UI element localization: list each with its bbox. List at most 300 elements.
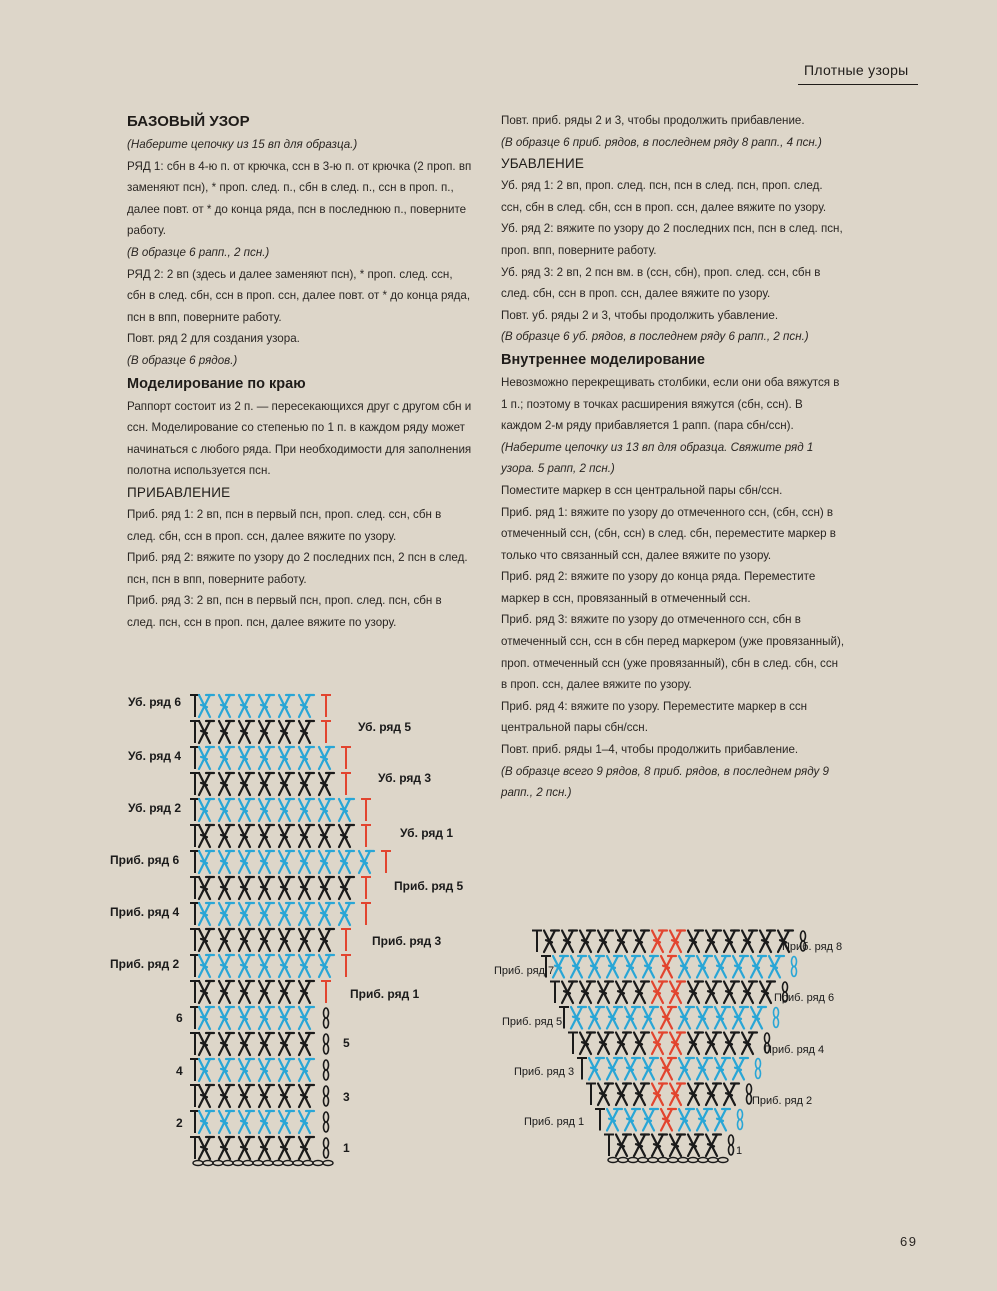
- edge-shaping-chart-svg: [100, 680, 480, 1170]
- left-cross-stitch: [239, 1059, 254, 1081]
- left-cross-stitch: [239, 981, 254, 1003]
- label-inc-row-6: Приб. ряд 6: [110, 853, 180, 867]
- edge-shaping-diagram: [100, 680, 480, 1170]
- left-stitch-grid: [190, 695, 391, 1166]
- right-cross-stitch: [733, 956, 748, 978]
- left-cross-stitch: [239, 695, 254, 717]
- left-shaping-stitch: [321, 695, 331, 717]
- right-cross-stitch: [769, 956, 784, 978]
- decrease-repeat: Повт. уб. ряды 2 и 3, чтобы продолжить убавление.: [501, 308, 779, 322]
- left-cross-stitch: [199, 1085, 214, 1107]
- left-cross-stitch: [199, 1137, 214, 1159]
- left-cross-stitch: [199, 1033, 214, 1055]
- label-dec-row-1: Уб. ряд 1: [400, 826, 454, 840]
- right-cross-stitch: [733, 1007, 748, 1029]
- decrease-note: (В образце 6 уб. рядов, в последнем ряду 6 рапп., 2 псн.): [501, 330, 809, 344]
- right-cross-stitch: [751, 956, 766, 978]
- right-cross-stitch: [634, 1084, 649, 1106]
- label-row-5: 5: [343, 1036, 350, 1050]
- left-cross-stitch: [339, 825, 354, 847]
- left-cross-stitch: [239, 903, 254, 925]
- left-shaping-stitch: [341, 747, 351, 769]
- left-cross-stitch: [259, 825, 274, 847]
- left-cross-stitch: [299, 825, 314, 847]
- right-cross-stitch: [697, 1007, 712, 1029]
- left-cross-stitch: [219, 1111, 234, 1133]
- increase-row1: Приб. ряд 1: 2 вп, псн в первый псн, проп. след. ссн, сбн в след. сбн, ссн в проп. ссн, далее вяжите по узору.: [127, 507, 442, 543]
- right-cross-stitch: [580, 982, 595, 1004]
- left-edge-stitch: [190, 1059, 200, 1081]
- left-cross-stitch: [199, 955, 214, 977]
- left-cross-stitch: [219, 1137, 234, 1159]
- left-edge-stitch: [190, 721, 200, 743]
- right-cross-stitch: [679, 1058, 694, 1080]
- base-row1-note: (В образце 6 рапп., 2 псн.): [127, 245, 270, 259]
- left-cross-stitch: [359, 851, 374, 873]
- left-cross-stitch: [199, 1007, 214, 1029]
- left-cross-stitch: [299, 1007, 314, 1029]
- right-cross-stitch: [715, 956, 730, 978]
- label-dec-row-4: Уб. ряд 4: [128, 749, 182, 763]
- label-inner-inc-row-6: Приб. ряд 6: [774, 992, 835, 1004]
- inner-shaping-diagram: [490, 905, 860, 1175]
- left-cross-stitch: [279, 721, 294, 743]
- right-edge-stitch: [550, 982, 560, 1004]
- label-dec-row-3: Уб. ряд 3: [378, 771, 432, 785]
- right-cross-stitch: [625, 1007, 640, 1029]
- inner-shaping-note: (Наберите цепочку из 13 вп для образца. Свяжите ряд 1 узора. 5 рапп, 2 псн.): [501, 440, 814, 476]
- right-cross-stitch: [670, 1135, 685, 1157]
- left-cross-stitch: [299, 1059, 314, 1081]
- right-cross-stitch: [634, 1135, 649, 1157]
- right-cross-stitch: [679, 956, 694, 978]
- inner-shaping-text: Невозможно перекрещивать столбики, если они оба вяжутся в 1 п.; поэтому в точках расширения вяжутся (сбн, ссн). В каждом 2-м ряду прибавляется 1 рапп. (пара сбн/ссн).: [501, 375, 840, 433]
- increase-repeat-note: (В образце 6 приб. рядов, в последнем ряду 8 рапп., 4 псн.): [501, 135, 822, 149]
- left-cross-stitch: [239, 799, 254, 821]
- right-cross-stitch: [688, 982, 703, 1004]
- label-row-3: 3: [343, 1090, 350, 1104]
- right-cross-stitch: [589, 1007, 604, 1029]
- left-cross-stitch: [219, 747, 234, 769]
- left-cross-stitch: [199, 1111, 214, 1133]
- left-cross-stitch: [299, 851, 314, 873]
- left-cross-stitch: [319, 877, 334, 899]
- left-cross-stitch: [219, 773, 234, 795]
- left-cross-stitch: [319, 825, 334, 847]
- right-cross-stitch: [706, 1135, 721, 1157]
- right-cross-stitch: [634, 931, 649, 953]
- right-cross-stitch: [715, 1058, 730, 1080]
- right-cross-stitch: [670, 982, 685, 1004]
- left-shaping-stitch: [341, 929, 351, 951]
- inner-final-note: (В образце всего 9 рядов, 8 приб. рядов, в последнем ряду 9 рапп., 2 псн.): [501, 764, 829, 800]
- right-cross-stitch: [571, 1007, 586, 1029]
- decrease-title: УБАВЛЕНИЕ: [501, 156, 585, 172]
- left-cross-stitch: [279, 1033, 294, 1055]
- left-cross-stitch: [279, 799, 294, 821]
- left-edge-stitch: [190, 877, 200, 899]
- right-chain-stitch: [792, 957, 797, 977]
- left-chain-stitch: [324, 1060, 329, 1080]
- right-edge-stitch: [577, 1058, 587, 1080]
- right-cross-stitch: [661, 1007, 676, 1029]
- label-inner-inc-row-1: Приб. ряд 1: [524, 1116, 585, 1128]
- right-cross-stitch: [643, 956, 658, 978]
- right-cross-stitch: [742, 931, 757, 953]
- edge-shaping-title: Моделирование по краю: [127, 375, 306, 392]
- left-cross-stitch: [239, 929, 254, 951]
- right-cross-stitch: [679, 1007, 694, 1029]
- left-cross-stitch: [259, 721, 274, 743]
- right-cross-stitch: [625, 1058, 640, 1080]
- right-cross-stitch: [760, 982, 775, 1004]
- base-repeat-note: (В образце 6 рядов.): [127, 353, 238, 367]
- left-edge-stitch: [190, 1111, 200, 1133]
- right-column: [501, 110, 846, 804]
- right-cross-stitch: [625, 956, 640, 978]
- left-cross-stitch: [299, 695, 314, 717]
- right-cross-stitch: [751, 1007, 766, 1029]
- left-cross-stitch: [319, 851, 334, 873]
- label-inner-inc-row-7: Приб. ряд 7: [494, 965, 555, 977]
- decrease-row2: Уб. ряд 2: вяжите по узору до 2 последних псн, псн в след. псн, проп. впп, поверните работу.: [501, 222, 843, 257]
- right-cross-stitch: [598, 1084, 613, 1106]
- inner-repeat: Повт. приб. ряды 1–4, чтобы продолжить прибавление.: [501, 743, 799, 757]
- right-cross-stitch: [706, 1084, 721, 1106]
- left-cross-stitch: [279, 747, 294, 769]
- right-edge-stitch: [586, 1084, 596, 1106]
- left-cross-stitch: [259, 1085, 274, 1107]
- right-cross-stitch: [661, 956, 676, 978]
- right-cross-stitch: [688, 1033, 703, 1055]
- right-cross-stitch: [706, 931, 721, 953]
- label-dec-row-5: Уб. ряд 5: [358, 720, 412, 734]
- right-cross-stitch: [697, 1109, 712, 1131]
- left-cross-stitch: [259, 747, 274, 769]
- left-chain-stitch: [324, 1138, 329, 1158]
- inner-row4: Приб. ряд 4: вяжите по узору. Переместите маркер в ссн центральной пары сбн/ссн.: [501, 699, 808, 735]
- right-cross-stitch: [580, 931, 595, 953]
- right-cross-stitch: [688, 931, 703, 953]
- left-cross-stitch: [299, 721, 314, 743]
- right-chain-stitch: [729, 1135, 734, 1155]
- increase-row3: Приб. ряд 3: 2 вп, псн в первый псн, проп. след. псн, сбн в след. псн, ссн в проп. псн, далее вяжите по узору.: [127, 594, 442, 629]
- left-cross-stitch: [279, 1137, 294, 1159]
- right-cross-stitch: [688, 1084, 703, 1106]
- right-cross-stitch: [598, 1033, 613, 1055]
- left-cross-stitch: [299, 1085, 314, 1107]
- base-repeat: Повт. ряд 2 для создания узора.: [127, 332, 300, 346]
- right-cross-stitch: [733, 1058, 748, 1080]
- right-cross-stitch: [679, 1109, 694, 1131]
- right-cross-stitch: [580, 1033, 595, 1055]
- left-cross-stitch: [279, 1111, 294, 1133]
- right-cross-stitch: [652, 1084, 667, 1106]
- left-cross-stitch: [259, 851, 274, 873]
- left-cross-stitch: [299, 981, 314, 1003]
- left-shaping-stitch: [321, 721, 331, 743]
- left-edge-stitch: [190, 825, 200, 847]
- label-dec-row-2: Уб. ряд 2: [128, 801, 182, 815]
- label-inner-inc-row-2: Приб. ряд 2: [752, 1095, 813, 1107]
- left-cross-stitch: [239, 1111, 254, 1133]
- right-cross-stitch: [616, 1084, 631, 1106]
- left-cross-stitch: [239, 877, 254, 899]
- right-cross-stitch: [724, 1033, 739, 1055]
- left-cross-stitch: [239, 773, 254, 795]
- right-cross-stitch: [589, 1058, 604, 1080]
- right-cross-stitch: [742, 982, 757, 1004]
- left-chain-stitch: [324, 1086, 329, 1106]
- left-cross-stitch: [299, 799, 314, 821]
- left-shaping-stitch: [381, 851, 391, 873]
- right-cross-stitch: [715, 1109, 730, 1131]
- left-cross-stitch: [319, 799, 334, 821]
- label-row-4: 4: [176, 1064, 183, 1078]
- left-cross-stitch: [239, 1033, 254, 1055]
- right-chain-stitch: [738, 1110, 743, 1130]
- left-cross-stitch: [279, 773, 294, 795]
- left-cross-stitch: [259, 981, 274, 1003]
- left-cross-stitch: [279, 851, 294, 873]
- base-pattern-note: (Наберите цепочку из 15 вп для образца.): [127, 138, 358, 151]
- left-cross-stitch: [239, 1085, 254, 1107]
- left-cross-stitch: [219, 695, 234, 717]
- left-cross-stitch: [339, 851, 354, 873]
- left-cross-stitch: [239, 1007, 254, 1029]
- left-edge-stitch: [190, 799, 200, 821]
- left-cross-stitch: [199, 773, 214, 795]
- left-cross-stitch: [259, 773, 274, 795]
- left-cross-stitch: [299, 955, 314, 977]
- left-cross-stitch: [259, 877, 274, 899]
- right-edge-stitch: [595, 1109, 605, 1131]
- base-pattern-title: БАЗОВЫЙ УЗОР: [127, 113, 250, 130]
- left-cross-stitch: [299, 1111, 314, 1133]
- right-cross-stitch: [670, 1033, 685, 1055]
- left-cross-stitch: [279, 825, 294, 847]
- left-edge-stitch: [190, 1033, 200, 1055]
- left-edge-stitch: [190, 851, 200, 873]
- left-cross-stitch: [239, 721, 254, 743]
- left-cross-stitch: [199, 721, 214, 743]
- left-edge-stitch: [190, 929, 200, 951]
- right-cross-stitch: [652, 1135, 667, 1157]
- right-cross-stitch: [607, 1058, 622, 1080]
- left-cross-stitch: [219, 799, 234, 821]
- label-dec-row-6: Уб. ряд 6: [128, 695, 182, 709]
- left-cross-stitch: [199, 929, 214, 951]
- right-cross-stitch: [688, 1135, 703, 1157]
- right-cross-stitch: [670, 1084, 685, 1106]
- right-cross-stitch: [724, 931, 739, 953]
- left-cross-stitch: [299, 1033, 314, 1055]
- left-edge-stitch: [190, 981, 200, 1003]
- left-cross-stitch: [219, 1007, 234, 1029]
- inner-shaping-chart-svg: [490, 905, 860, 1175]
- left-cross-stitch: [219, 721, 234, 743]
- label-inner-inc-row-3: Приб. ряд 3: [514, 1066, 575, 1078]
- right-cross-stitch: [697, 1058, 712, 1080]
- left-cross-stitch: [219, 1085, 234, 1107]
- right-cross-stitch: [706, 982, 721, 1004]
- left-cross-stitch: [299, 877, 314, 899]
- left-cross-stitch: [299, 773, 314, 795]
- right-cross-stitch: [607, 1109, 622, 1131]
- left-edge-stitch: [190, 903, 200, 925]
- left-cross-stitch: [279, 877, 294, 899]
- left-cross-stitch: [219, 825, 234, 847]
- increase-title: ПРИБАВЛЕНИЕ: [127, 484, 231, 500]
- right-cross-stitch: [544, 931, 559, 953]
- label-inner-inc-row-5: Приб. ряд 5: [502, 1016, 563, 1028]
- left-cross-stitch: [259, 955, 274, 977]
- right-cross-stitch: [634, 1033, 649, 1055]
- right-cross-stitch: [652, 982, 667, 1004]
- decrease-row3: Уб. ряд 3: 2 вп, 2 псн вм. в (ссн, сбн), проп. след. ссн, сбн в след. сбн, ссн в проп. ссн, далее вяжите по узору.: [501, 265, 821, 301]
- right-cross-stitch: [571, 956, 586, 978]
- right-foundation-chain: [608, 1158, 728, 1163]
- increase-repeat: Повт. приб. ряды 2 и 3, чтобы продолжить прибавление.: [501, 114, 805, 127]
- right-cross-stitch: [616, 931, 631, 953]
- left-cross-stitch: [299, 903, 314, 925]
- right-cross-stitch: [643, 1058, 658, 1080]
- left-cross-stitch: [199, 903, 214, 925]
- label-inner-inc-row-4: Приб. ряд 4: [764, 1044, 825, 1056]
- right-cross-stitch: [598, 931, 613, 953]
- left-cross-stitch: [199, 695, 214, 717]
- left-column: [127, 110, 472, 633]
- left-cross-stitch: [259, 799, 274, 821]
- left-cross-stitch: [239, 1137, 254, 1159]
- right-cross-stitch: [607, 1007, 622, 1029]
- left-edge-stitch: [190, 955, 200, 977]
- right-cross-stitch: [553, 956, 568, 978]
- right-edge-stitch: [604, 1135, 614, 1157]
- left-cross-stitch: [339, 877, 354, 899]
- left-cross-stitch: [219, 877, 234, 899]
- right-cross-stitch: [706, 1033, 721, 1055]
- label-inner-inc-row-8: Приб. ряд 8: [782, 941, 843, 953]
- left-cross-stitch: [219, 955, 234, 977]
- left-shaping-stitch: [361, 903, 371, 925]
- left-shaping-stitch: [321, 981, 331, 1003]
- left-foundation-chain: [193, 1161, 333, 1166]
- left-chain-stitch: [324, 1034, 329, 1054]
- left-edge-stitch: [190, 1007, 200, 1029]
- left-chain-stitch: [324, 1112, 329, 1132]
- left-cross-stitch: [259, 1059, 274, 1081]
- left-cross-stitch: [199, 851, 214, 873]
- right-chain-stitch: [756, 1059, 761, 1079]
- left-cross-stitch: [299, 929, 314, 951]
- label-row-6: 6: [176, 1011, 183, 1025]
- label-row-2: 2: [176, 1116, 183, 1130]
- label-inner-row-1: 1: [736, 1145, 743, 1157]
- left-cross-stitch: [339, 799, 354, 821]
- right-cross-stitch: [661, 1058, 676, 1080]
- left-cross-stitch: [259, 903, 274, 925]
- right-chain-stitch: [747, 1084, 752, 1104]
- base-row1: РЯД 1: сбн в 4-ю п. от крючка, ссн в 3-ю п. от крючка (2 проп. вп заменяют псн), * проп. след. п., сбн в след. п., ссн в проп. п., далее повт. от * до конца ряда, псн в последнюю п., поверните работу.: [127, 159, 472, 238]
- edge-shaping-text: Раппорт состоит из 2 п. — пересекающихся друг с другом сбн и ссн. Моделирование со степенью по 1 п. в каждом ряду может начинаться с любого ряда. При необходимости для заполнения полотна используется псн.: [127, 399, 472, 478]
- right-chain-stitch: [774, 1008, 779, 1028]
- left-cross-stitch: [339, 903, 354, 925]
- label-row-1: 1: [343, 1141, 350, 1155]
- right-cross-stitch: [625, 1109, 640, 1131]
- right-cross-stitch: [589, 956, 604, 978]
- left-cross-stitch: [319, 747, 334, 769]
- right-cross-stitch: [715, 1007, 730, 1029]
- right-cross-stitch: [670, 931, 685, 953]
- left-cross-stitch: [259, 1007, 274, 1029]
- left-cross-stitch: [279, 1007, 294, 1029]
- left-cross-stitch: [219, 903, 234, 925]
- left-cross-stitch: [319, 773, 334, 795]
- right-cross-stitch: [616, 1135, 631, 1157]
- right-cross-stitch: [697, 956, 712, 978]
- left-shaping-stitch: [361, 799, 371, 821]
- left-shaping-stitch: [361, 877, 371, 899]
- left-shaping-stitch: [341, 955, 351, 977]
- left-cross-stitch: [279, 1059, 294, 1081]
- left-cross-stitch: [219, 981, 234, 1003]
- left-cross-stitch: [279, 695, 294, 717]
- right-cross-stitch: [562, 931, 577, 953]
- left-cross-stitch: [239, 851, 254, 873]
- left-cross-stitch: [219, 929, 234, 951]
- left-cross-stitch: [279, 981, 294, 1003]
- left-edge-stitch: [190, 1085, 200, 1107]
- left-cross-stitch: [199, 877, 214, 899]
- right-cross-stitch: [742, 1033, 757, 1055]
- left-cross-stitch: [299, 747, 314, 769]
- left-cross-stitch: [199, 1059, 214, 1081]
- right-cross-stitch: [598, 982, 613, 1004]
- left-cross-stitch: [239, 825, 254, 847]
- left-cross-stitch: [259, 1033, 274, 1055]
- right-edge-stitch: [568, 1033, 578, 1055]
- left-cross-stitch: [239, 747, 254, 769]
- left-edge-stitch: [190, 747, 200, 769]
- right-cross-stitch: [643, 1007, 658, 1029]
- left-cross-stitch: [279, 1085, 294, 1107]
- inner-marker: Поместите маркер в ссн центральной пары сбн/ссн.: [501, 483, 783, 497]
- label-inc-row-1: Приб. ряд 1: [350, 987, 420, 1001]
- left-shaping-stitch: [361, 825, 371, 847]
- increase-row2: Приб. ряд 2: вяжите по узору до 2 последних псн, 2 псн в след. псн, псн в впп, поверните работу.: [127, 551, 468, 586]
- left-cross-stitch: [259, 1111, 274, 1133]
- inner-row1: Приб. ряд 1: вяжите по узору до отмеченного ссн, (сбн, ссн) в отмеченный ссн, (сбн, ссн) в след. сбн, переместите маркер в только что связанный ссн, далее вяжите по узору.: [501, 505, 836, 562]
- header-rule: [798, 84, 918, 85]
- decrease-row1: Уб. ряд 1: 2 вп, проп. след. псн, псн в след. псн, проп. след. ссн, сбн в след. сбн, ссн в проп. ссн, далее вяжите по узору.: [501, 179, 827, 214]
- left-cross-stitch: [199, 799, 214, 821]
- left-cross-stitch: [239, 955, 254, 977]
- right-cross-stitch: [562, 982, 577, 1004]
- right-cross-stitch: [661, 1109, 676, 1131]
- left-cross-stitch: [259, 929, 274, 951]
- inner-row2: Приб. ряд 2: вяжите по узору до конца ряда. Переместите маркер в ссн, провязанный в отмеченный ссн.: [501, 570, 816, 605]
- left-shaping-stitch: [341, 773, 351, 795]
- inner-row3: Приб. ряд 3: вяжите по узору до отмеченного ссн, сбн в отмеченный ссн, ссн в сбн перед маркером (уже провязанный), проп. отмеченный ссн (уже провязанный), сбн в след. сбн, ссн в проп. ссн, далее вяжите по узору.: [501, 613, 845, 692]
- label-inc-row-3: Приб. ряд 3: [372, 934, 442, 948]
- label-inc-row-4: Приб. ряд 4: [110, 905, 180, 919]
- left-edge-stitch: [190, 773, 200, 795]
- right-edge-stitch: [532, 931, 542, 953]
- right-cross-stitch: [760, 931, 775, 953]
- left-cross-stitch: [279, 929, 294, 951]
- label-inc-row-2: Приб. ряд 2: [110, 957, 180, 971]
